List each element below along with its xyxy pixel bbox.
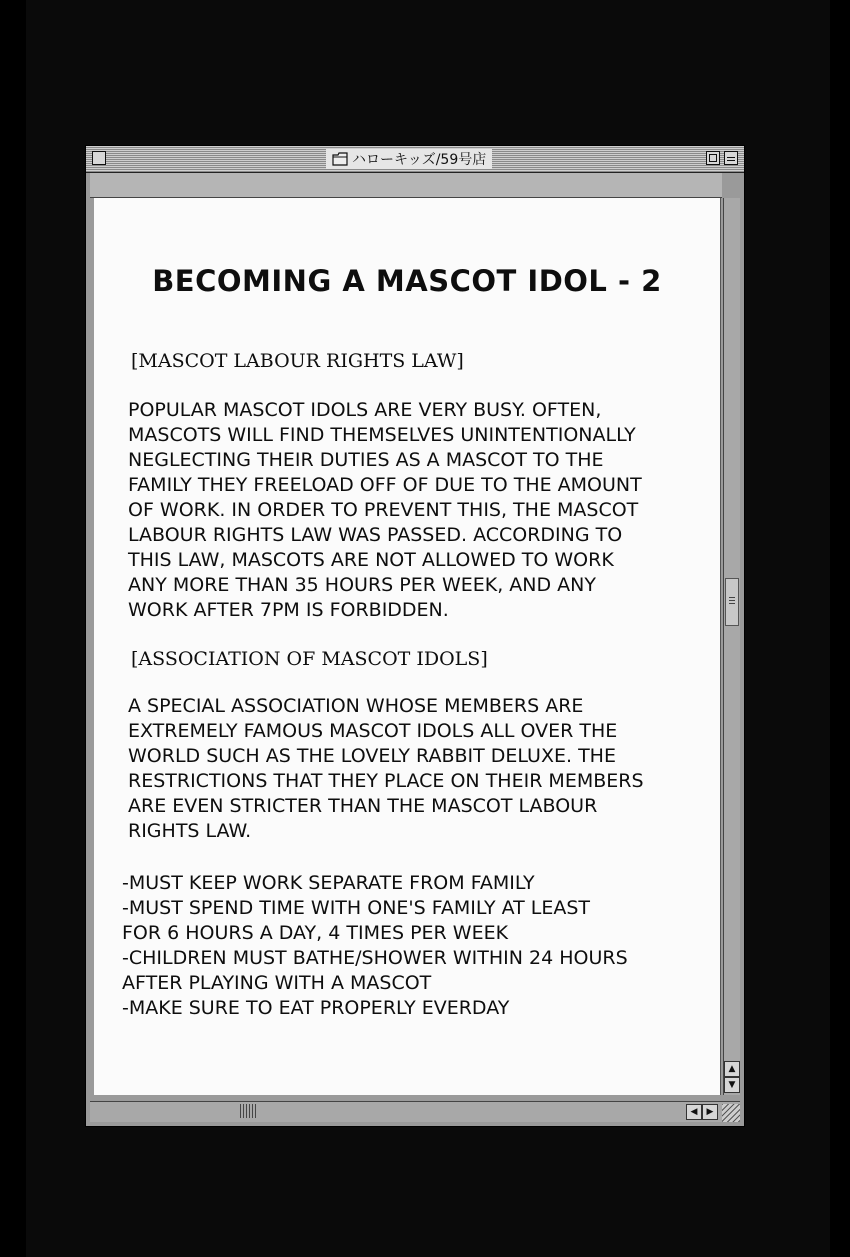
section-body-association: A SPECIAL ASSOCIATION WHOSE MEMBERS ARE EXTREMELY FAMOUS MASCOT IDOLS ALL OVER THE WORLD SUCH AS THE LOVELY RABBIT DELUXE. THE RESTRICTIONS THAT THEY PLACE ON THEIR MEMBERS ARE EVEN STRICTER THAN THE MASCOT LABOUR RIGHTS LAW. — [128, 695, 644, 842]
window-title: ハローキッズ/59号店 — [352, 152, 487, 168]
rule-item: -MAKE SURE TO EAT PROPERLY EVERDAY — [122, 997, 510, 1019]
section-heading-labour-law: [MASCOT LABOUR RIGHTS LAW] — [131, 350, 464, 372]
title-bar[interactable] — [86, 146, 744, 173]
right-border — [830, 0, 850, 1257]
left-border — [0, 0, 26, 1257]
horizontal-scrollbar[interactable] — [90, 1101, 740, 1122]
collapse-box-icon[interactable] — [724, 151, 738, 165]
horizontal-scroll-thumb[interactable] — [240, 1104, 258, 1118]
rule-item: -MUST KEEP WORK SEPARATE FROM FAMILY — [122, 872, 535, 894]
document-window — [85, 145, 745, 1127]
close-box-icon[interactable] — [92, 151, 106, 165]
document-content — [94, 198, 721, 1095]
zoom-box-icon[interactable] — [706, 151, 720, 165]
window-title-wrap — [326, 149, 492, 169]
vertical-scrollbar[interactable] — [723, 198, 740, 1095]
rule-item: -MUST SPEND TIME WITH ONE'S FAMILY AT LEAST FOR 6 HOURS A DAY, 4 TIMES PER WEEK — [122, 897, 591, 944]
resize-grip-icon[interactable] — [722, 1104, 740, 1122]
scroll-left-arrow-icon[interactable]: ◀ — [686, 1104, 702, 1120]
rules-list — [122, 871, 702, 1021]
rule-item: -CHILDREN MUST BATHE/SHOWER WITHIN 24 HOURS AFTER PLAYING WITH A MASCOT — [122, 947, 628, 994]
section-body-labour-law: POPULAR MASCOT IDOLS ARE VERY BUSY. OFTEN, MASCOTS WILL FIND THEMSELVES UNINTENTIONALLY NEGLECTING THEIR DUTIES AS A MASCOT TO THE FAMILY THEY FREELOAD OFF OF DUE TO THE AMOUNT OF WORK. IN ORDER TO PREVENT THIS, THE MASCOT LABOUR RIGHTS LAW WAS PASSED. ACCORDING TO THIS LAW, MASCOTS ARE NOT ALLOWED TO WORK ANY MORE THAN 35 HOURS PER WEEK, AND ANY WORK AFTER 7PM IS FORBIDDEN. — [128, 399, 642, 621]
window-header-strip — [90, 173, 722, 198]
folder-icon — [332, 152, 348, 166]
scroll-right-arrow-icon[interactable]: ▶ — [702, 1104, 718, 1120]
vertical-scroll-thumb[interactable] — [725, 578, 739, 626]
document-title: BECOMING A MASCOT IDOL - 2 — [152, 264, 662, 298]
section-heading-association: [ASSOCIATION OF MASCOT IDOLS] — [131, 648, 488, 670]
scroll-up-arrow-icon[interactable]: ▲ — [724, 1061, 740, 1077]
scroll-down-arrow-icon[interactable]: ▼ — [724, 1077, 740, 1093]
